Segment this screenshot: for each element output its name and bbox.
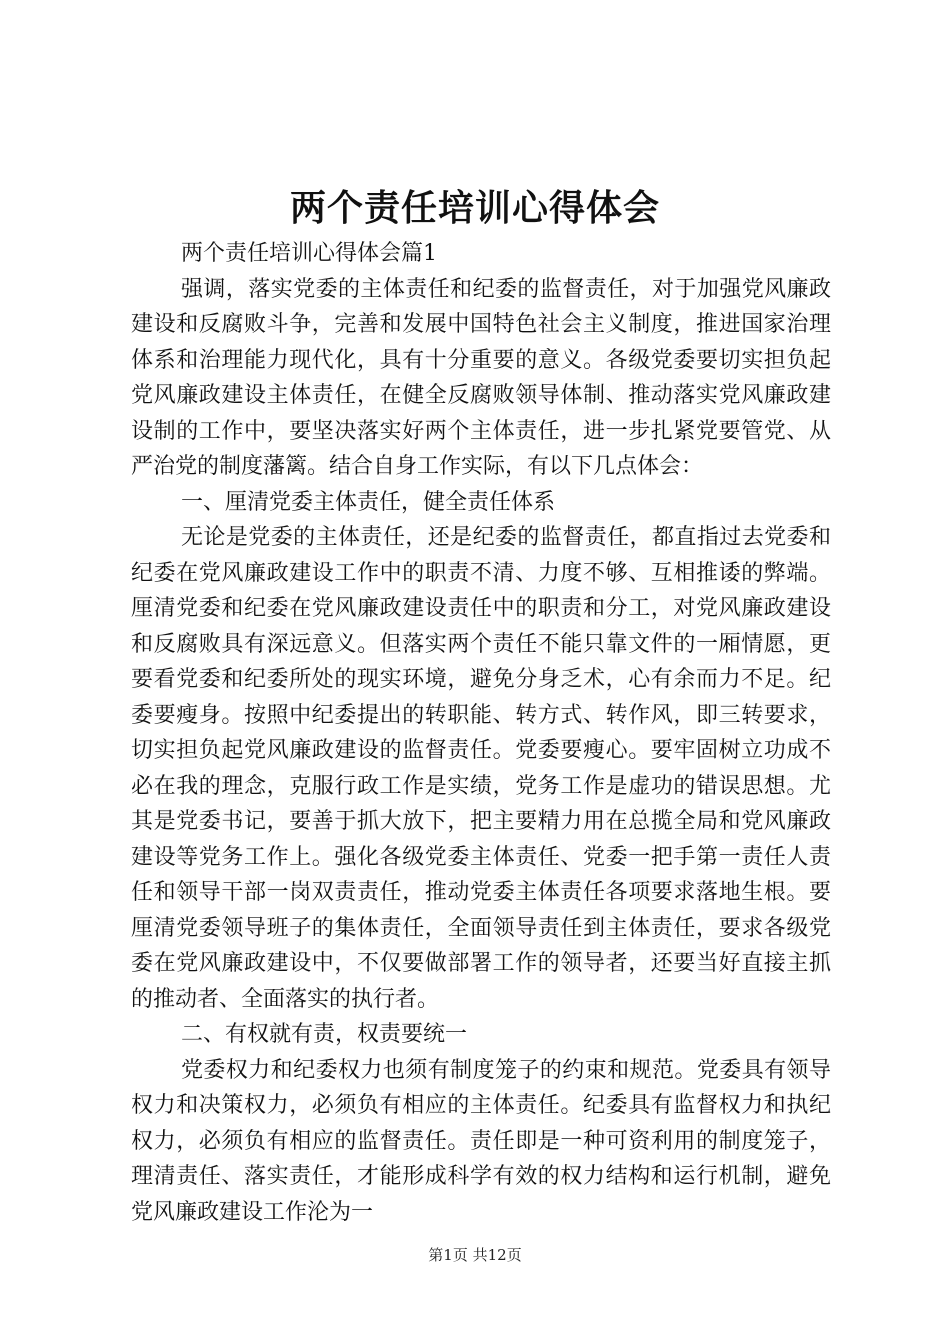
page-number-footer: 第1页 共12页 (428, 1246, 522, 1264)
section-heading-article: 两个责任培训心得体会篇1 (181, 241, 437, 266)
document-title: 两个责任培训心得体会 (289, 187, 660, 229)
section-heading-one: 一、厘清党委主体责任，健全责任体系 (181, 489, 556, 515)
section-heading-two: 二、有权就有责，权责要统一 (181, 1022, 468, 1047)
body-paragraph: 党委权力和纪委权力也须有制度笼子的约束和规范。党委具有领导权力和决策权力，必须负有相应的主体责任。纪委具有监督权力和执纪权力，必须负有相应的监督责任。责任即是一种可资利用的制度笼子，理清责任、落实责任，才能形成科学有效的权力结构和运行机制，避免党风廉政建设工作沦为一 (131, 1057, 831, 1225)
body-paragraph: 强调，落实党委的主体责任和纪委的监督责任，对于加强党风廉政建设和反腐败斗争，完善和发展中国特色社会主义制度，推进国家治理体系和治理能力现代化，具有十分重要的意义。各级党委要切实担负起党风廉政建设主体责任，在健全反腐败领导体制、推动落实党风廉政建设制的工作中，要坚决落实好两个主体责任，进一步扎紧党要管党、从严治党的制度藩篱。结合自身工作实际，有以下几点体会： (131, 276, 831, 479)
body-paragraph: 无论是党委的主体责任，还是纪委的监督责任，都直指过去党委和纪委在党风廉政建设工作中的职责不清、力度不够、互相推诿的弊端。厘清党委和纪委在党风廉政建设责任中的职责和分工，对党风廉政建设和反腐败具有深远意义。但落实两个责任不能只靠文件的一厢情愿，更要看党委和纪委所处的现实环境，避免分身乏术，心有余而力不足。纪委要瘦身。按照中纪委提出的转职能、转方式、转作风，即三转要求，切实担负起党风廉政建设的监督责任。党委要瘦心。要牢固树立功成不必在我的理念，克服行政工作是实绩，党务工作是虚功的错误思想。尤其是党委书记，要善于抓大放下，把主要精力用在总揽全局和党风廉政建设等党务工作上。强化各级党委主体责任、党委一把手第一责任人责任和领导干部一岗双责责任，推动党委主体责任各项要求落地生根。要厘清党委领导班子的集体责任，全面领导责任到主体责任，要求各级党委在党风廉政建设中，不仅要做部署工作的领导者，还要当好直接主抓的推动者、全面落实的执行者。 (131, 525, 831, 1012)
document-body (131, 236, 831, 1230)
